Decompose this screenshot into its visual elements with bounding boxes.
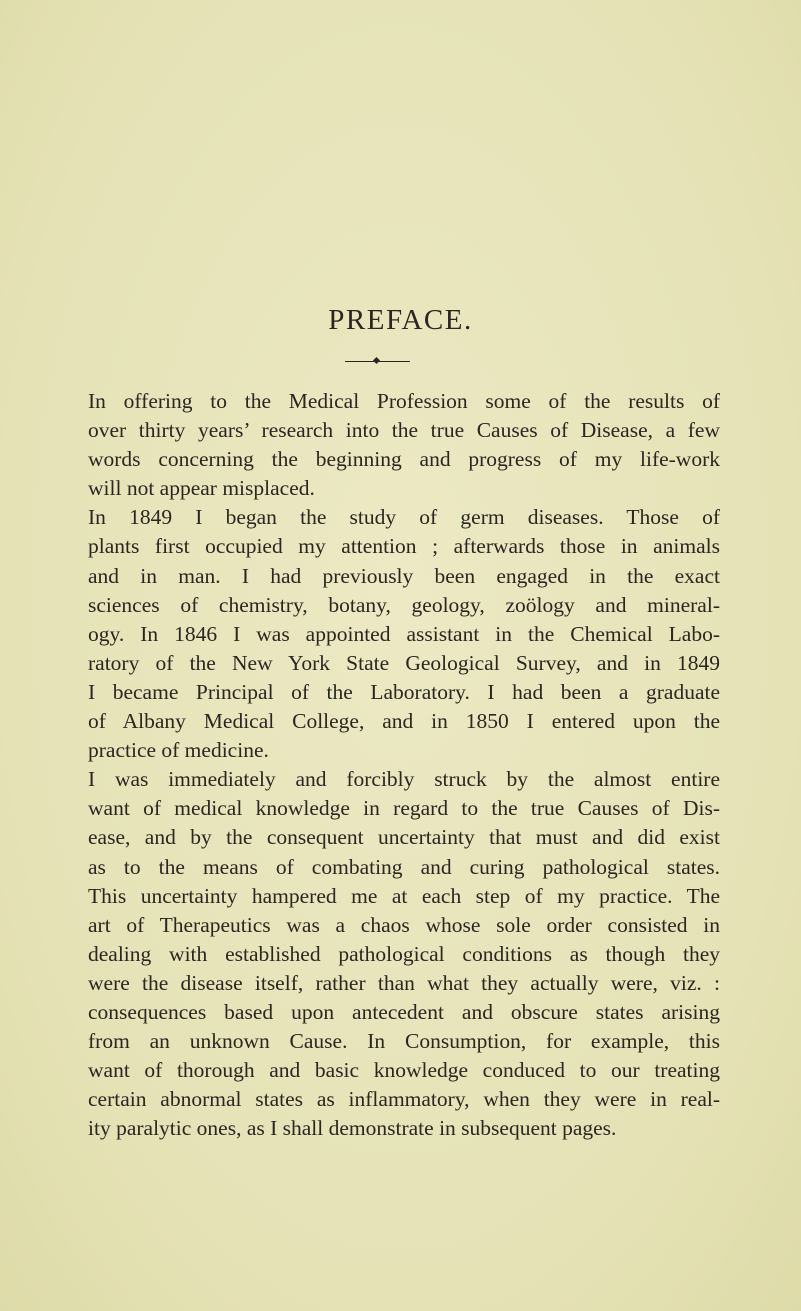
text-line: sciences of chemistry, botany, geology, zoölogy and mineral- <box>88 592 720 617</box>
text-line: In 1849 I began the study of germ diseases. Those of <box>88 505 720 530</box>
text-line: In offering to the Medical Profession some of the results of <box>88 389 720 413</box>
text-line: ease, and by the consequent uncertainty that must and did exist <box>88 825 720 850</box>
text-line: were the disease itself, rather than what they actually were, viz. : <box>88 970 720 995</box>
text-line: consequences based upon antecedent and obscure states arising <box>88 999 720 1024</box>
page-title: PREFACE. <box>328 304 473 336</box>
text-line: over thirty years’ research into the true Causes of Disease, a few <box>88 418 720 443</box>
text-line: art of Therapeutics was a chaos whose sole order consisted in <box>88 912 720 937</box>
text-line: ratory of the New York State Geological Survey, and in 1849 <box>88 650 720 675</box>
text-line: certain abnormal states as inflammatory, when they were in real- <box>88 1087 720 1112</box>
text-line: of Albany Medical College, and in 1850 I entered upon the <box>88 709 720 734</box>
text-line: This uncertainty hampered me at each step of my practice. The <box>88 883 720 908</box>
text-line: from an unknown Cause. In Consumption, for example, this <box>88 1029 720 1054</box>
text-line: will not appear misplaced. <box>88 476 315 501</box>
text-line: as to the means of combating and curing pathological states. <box>88 854 720 879</box>
text-line: want of medical knowledge in regard to the true Causes of Dis- <box>88 796 720 821</box>
text-line: ity paralytic ones, as I shall demonstrate in subsequent pages. <box>88 1116 617 1141</box>
text-line: words concerning the beginning and progress of my life-work <box>88 447 720 472</box>
text-line: dealing with established pathological conditions as though they <box>88 941 720 966</box>
text-line: plants first occupied my attention ; afterwards those in animals <box>88 534 720 559</box>
preface-text <box>88 387 720 1143</box>
text-line: want of thorough and basic knowledge conduced to our treating <box>88 1058 720 1083</box>
text-line: ogy. In 1846 I was appointed assistant in the Chemical Labo- <box>88 621 720 646</box>
diamond-icon <box>373 357 380 364</box>
ornamental-divider <box>345 358 410 366</box>
text-line: practice of medicine. <box>88 738 269 763</box>
text-line: and in man. I had previously been engaged in the exact <box>88 563 720 588</box>
text-line: I became Principal of the Laboratory. I had been a graduate <box>88 679 720 704</box>
text-line: I was immediately and forcibly struck by the almost entire <box>88 767 720 792</box>
